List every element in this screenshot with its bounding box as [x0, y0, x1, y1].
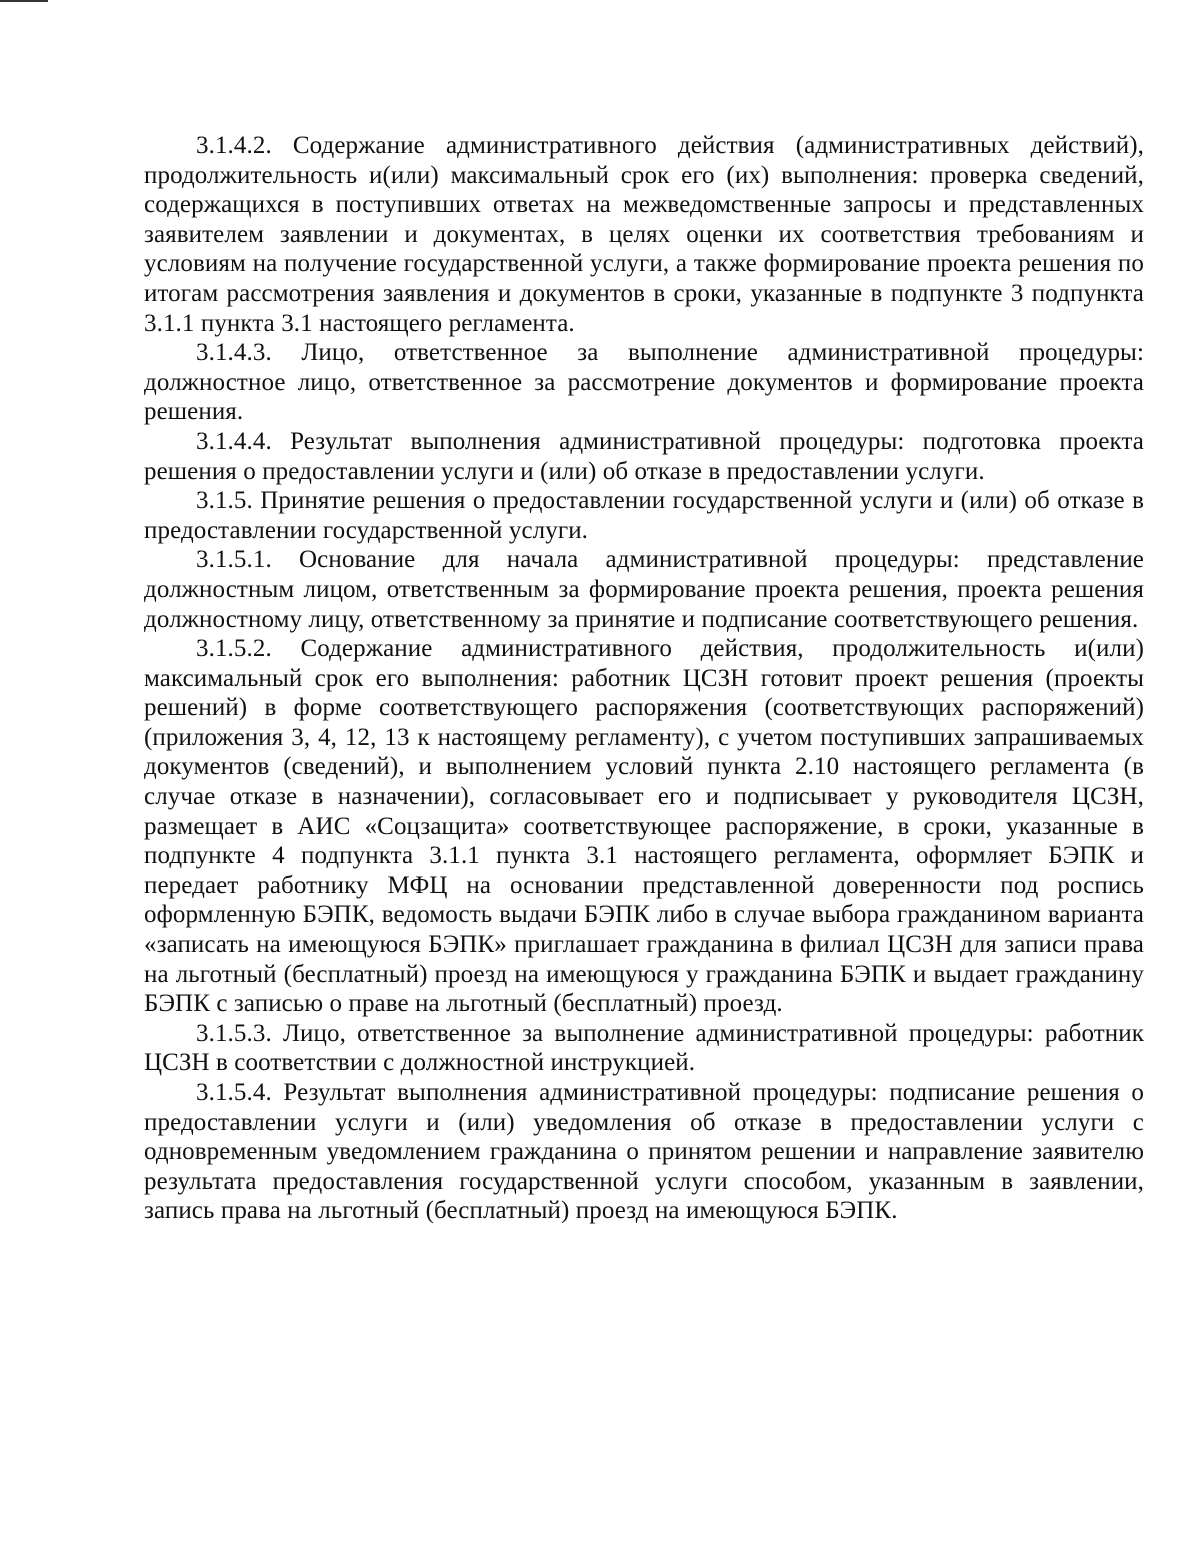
paragraph-3-1-4-4: 3.1.4.4. Результат выполнения административной процедуры: подготовка проекта решения о предоставлении услуги и (или) об отказе в предоставлении услуги. — [144, 427, 1144, 485]
paragraph-3-1-4-3: 3.1.4.3. Лицо, ответственное за выполнение административной процедуры: должностное лицо, ответственное за рассмотрение документов и формирование проекта решения. — [144, 339, 1144, 426]
document-body — [144, 131, 1144, 1226]
scan-edge-mark — [0, 0, 48, 2]
paragraph-3-1-5-3: 3.1.5.3. Лицо, ответственное за выполнение административной процедуры: работник ЦСЗН в соответствии с должностной инструкцией. — [144, 1019, 1144, 1077]
paragraph-3-1-5-4: 3.1.5.4. Результат выполнения административной процедуры: подписание решения о предоставлении услуги и (или) уведомления об отказе в предоставлении услуги с одновременным уведомлением гражданина о принятом решении и направление заявителю результата предоставления государственной услуги способом, указанным в заявлении, запись права на льготный (бесплатный) проезд на имеющуюся БЭПК. — [144, 1079, 1144, 1225]
paragraph-3-1-5-2: 3.1.5.2. Содержание административного действия, продолжительность и(или) максимальный срок его выполнения: работник ЦСЗН готовит проект решения (проекты решений) в форме соответствующего распоряжения (соответствующих распоряжений) (приложения 3, 4, 12, 13 к настоящему регламенту), с учетом поступивших запрашиваемых документов (сведений), и выполнением условий пункта 2.10 настоящего регламента (в случае отказе в назначении), согласовывает его и подписывает у руководителя ЦСЗН, размещает в АИС «Соцзащита» соответствующее распоряжение, в сроки, указанные в подпункте 4 подпункта 3.1.1 пункта 3.1 настоящего регламента, оформляет БЭПК и передает работнику МФЦ на основании представленной доверенности под роспись оформленную БЭПК, ведомость выдачи БЭПК либо в случае выбора гражданином варианта «записать на имеющуюся БЭПК» приглашает гражданина в филиал ЦСЗН для записи права на льготный (бесплатный) проезд на имеющуюся у гражданина БЭПК и выдает гражданину БЭПК с записью о праве на льготный (бесплатный) проезд. — [144, 635, 1144, 1018]
paragraph-3-1-5: 3.1.5. Принятие решения о предоставлении государственной услуги и (или) об отказе в предоставлении государственной услуги. — [144, 487, 1144, 544]
paragraph-3-1-5-1: 3.1.5.1. Основание для начала административной процедуры: представление должностным лицом, ответственным за формирование проекта решения, проекта решения должностному лицу, ответственному за принятие и подписание соответствующего решения. — [144, 546, 1144, 633]
paragraph-3-1-4-2: 3.1.4.2. Содержание административного действия (административных действий), продолжительность и(или) максимальный срок его (их) выполнения: проверка сведений, содержащихся в поступивших ответах на межведомственные запросы и представленных заявителем заявлении и документах, в целях оценки их соответствия требованиям и условиям на получение государственной услуги, а также формирование проекта решения по итогам рассмотрения заявления и документов в сроки, указанные в подпункте 3 подпункта 3.1.1 пункта 3.1 настоящего регламента. — [144, 132, 1144, 337]
